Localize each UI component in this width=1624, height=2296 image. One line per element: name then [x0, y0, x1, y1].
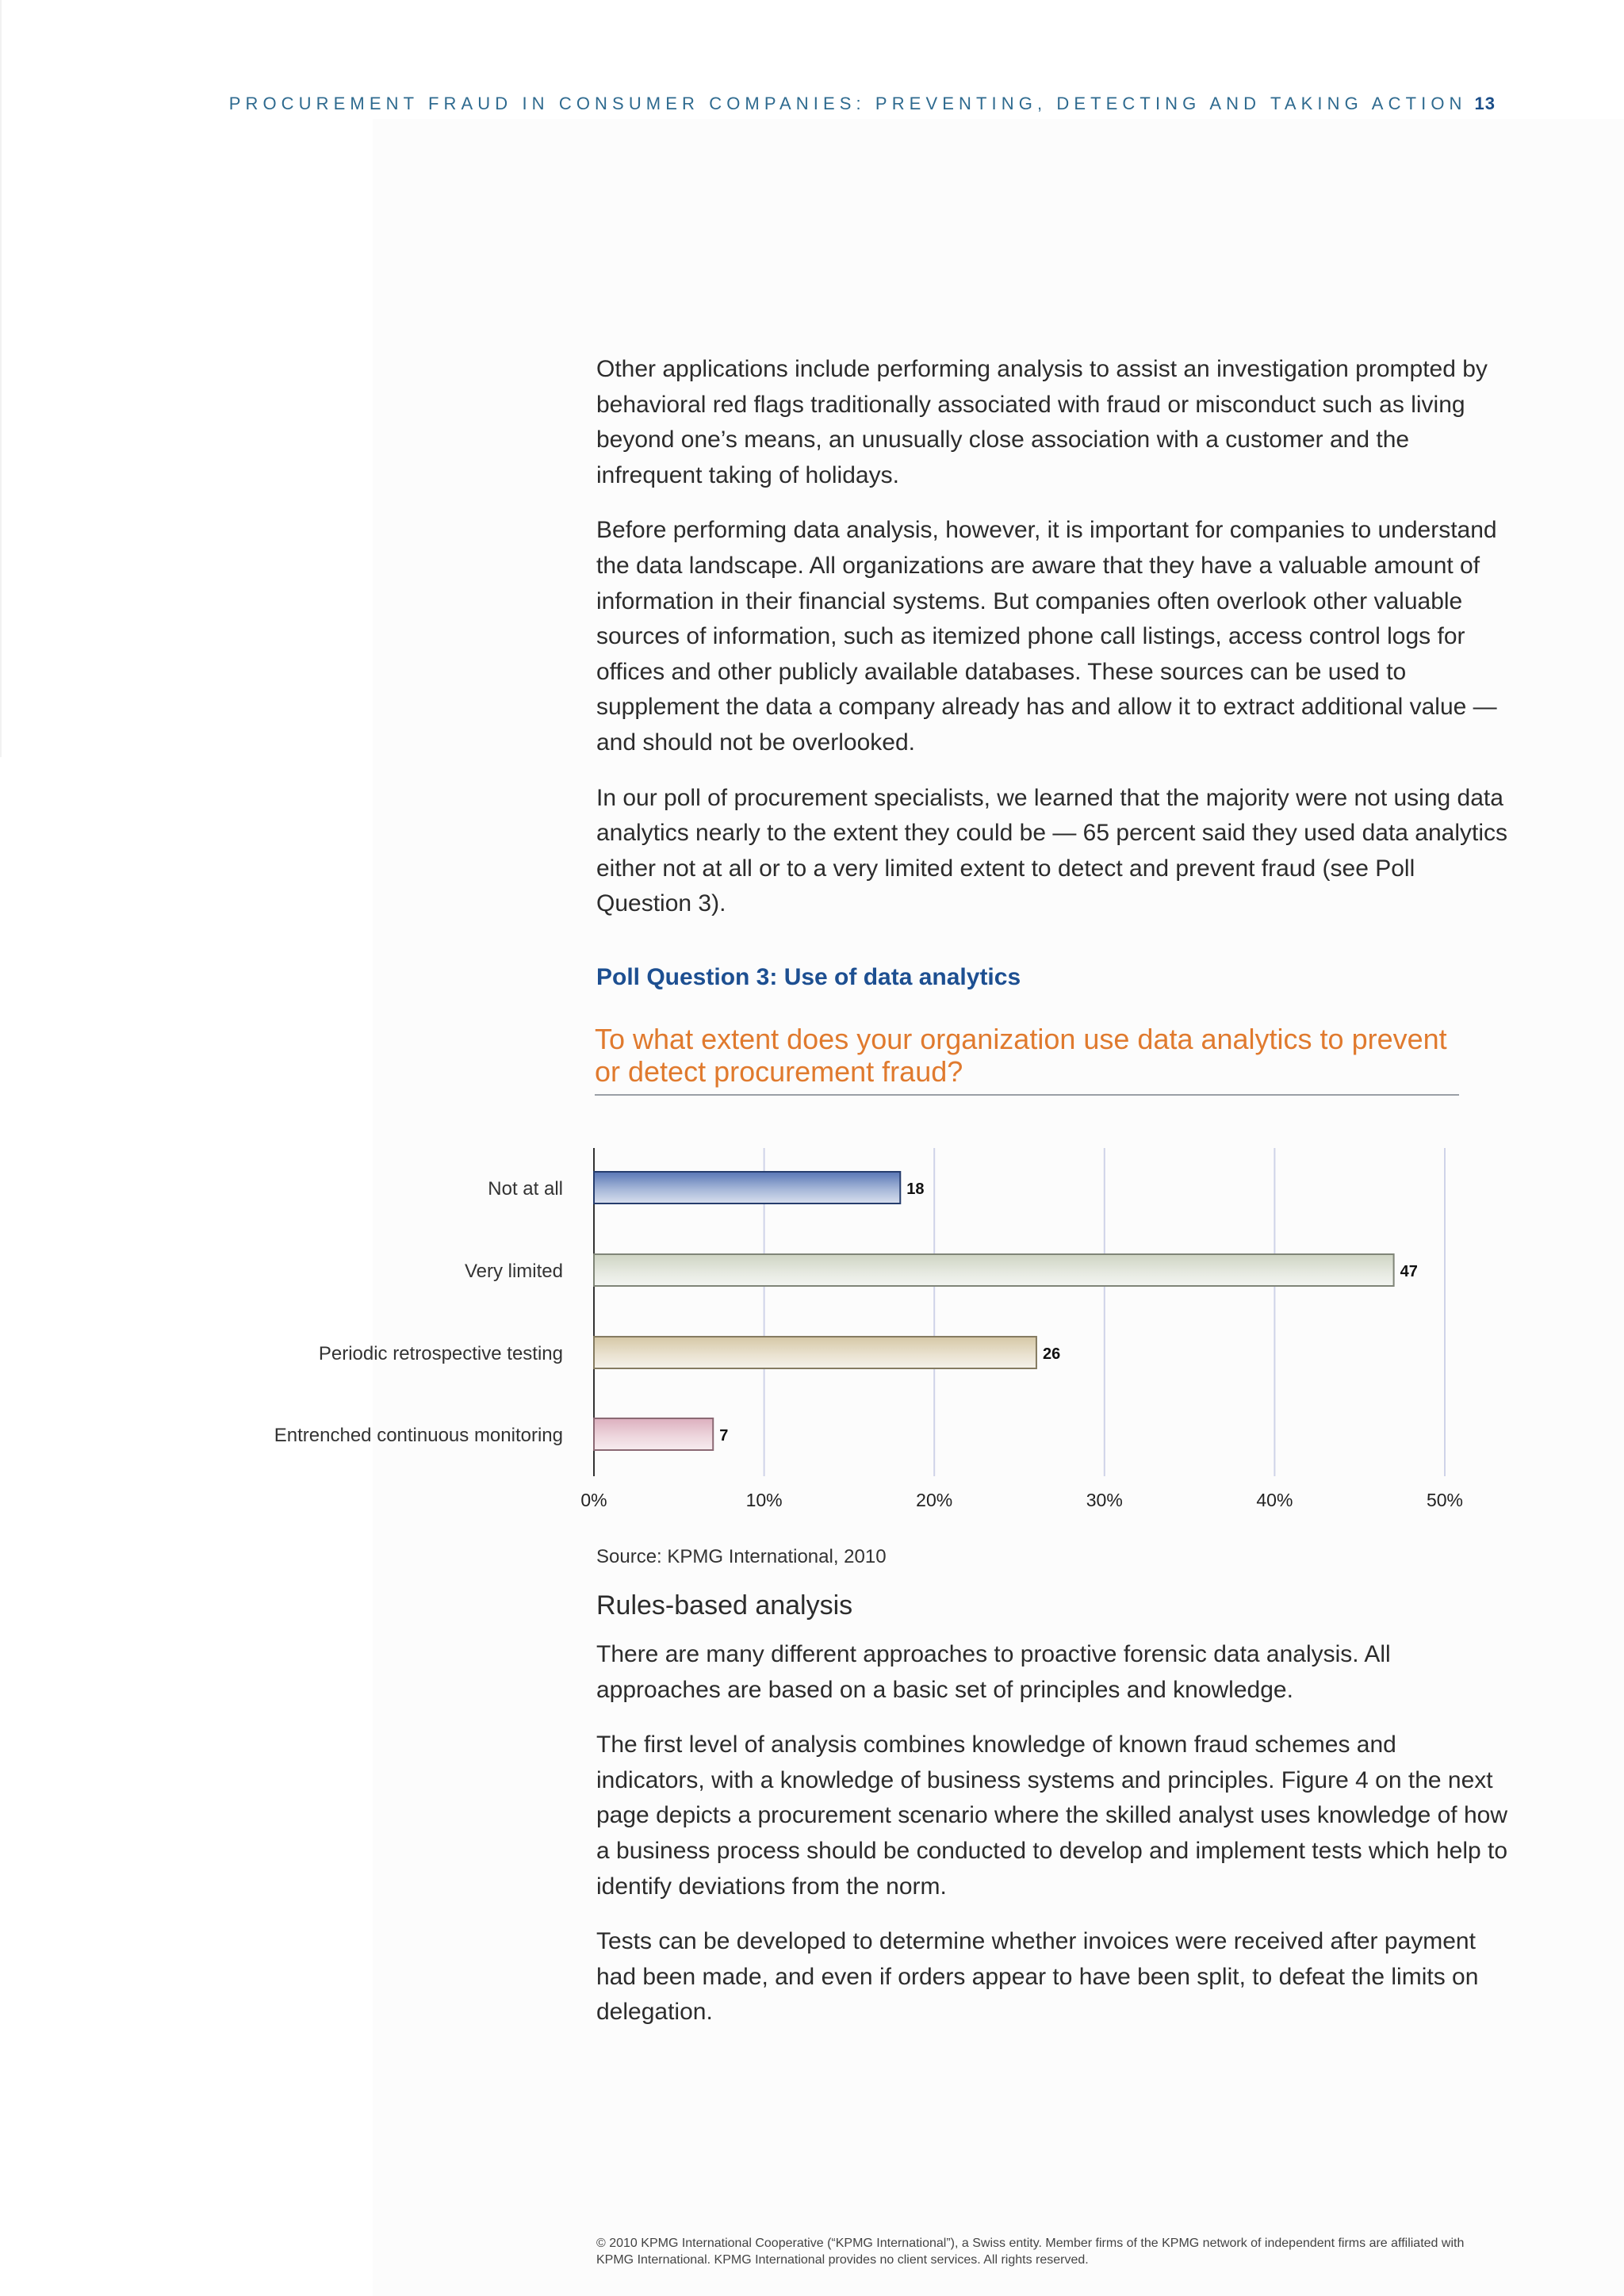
x-tick-label: 20%: [916, 1490, 953, 1510]
x-tick-label: 40%: [1256, 1490, 1293, 1510]
bar-value-label: 47: [1400, 1263, 1418, 1280]
bar-value-label: 7: [719, 1427, 729, 1445]
category-label: Periodic retrospective testing: [318, 1343, 563, 1364]
x-tick-label: 30%: [1086, 1490, 1123, 1510]
copyright-footer: © 2010 KPMG International Cooperative (“KPMG International”), a Swiss entity. Member firms of the KPMG network of independent firms are affiliated with KPMG International. KPMG International provides no client services. All rights reserved.: [596, 2237, 1465, 2267]
page-number: 13: [1474, 94, 1496, 113]
x-tick-label: 10%: [745, 1490, 783, 1510]
bar-value-label: 26: [1042, 1345, 1061, 1363]
intro-text: [596, 352, 1508, 942]
category-label: Not at all: [488, 1178, 563, 1200]
paragraph: In our poll of procurement specialists, we learned that the majority were not using data analytics nearly to the extent they could be — 65 percent said they used data analytics either not at all or to a very limited extent to detect and prevent fraud (see Poll Question 3).: [596, 784, 1508, 917]
bar-value-label: 18: [906, 1181, 925, 1198]
paragraph: There are many different approaches to proactive forensic data analysis. All approaches are based on a basic set of principles and knowledge.: [596, 1641, 1391, 1703]
rules-text: [596, 1637, 1508, 2050]
running-header: [0, 94, 1496, 114]
x-tick-label: 50%: [1426, 1490, 1464, 1510]
paragraph: Tests can be developed to determine whether invoices were received after payment had been made, and even if orders appear to have been split, to defeat the limits on delegation.: [596, 1928, 1479, 2026]
header-title: PROCUREMENT FRAUD IN CONSUMER COMPANIES: PREVENTING, DETECTING AND TAKING ACTION: [228, 94, 1467, 113]
category-label: Very limited: [464, 1261, 563, 1282]
section-heading: Rules-based analysis: [596, 1590, 853, 1621]
category-label: Entrenched continuous monitoring: [274, 1425, 563, 1446]
poll-title: Poll Question 3: Use of data analytics: [596, 964, 1021, 990]
paragraph: Before performing data analysis, however, it is important for companies to understand the data landscape. All organizations are aware that they have a valuable amount of information in their financial systems. But companies often overlook other valuable sources of information, such as itemized phone call listings, access control logs for offices and other publicly available databases. These sources can be used to supplement the data a company already has and allow it to extract additional value — and should not be overlooked.: [596, 517, 1497, 756]
paragraph: The first level of analysis combines knowledge of known fraud schemes and indicators, with a knowledge of business systems and principles. Figure 4 on the next page depicts a procurement scenario where the skilled analyst uses knowledge of how a business process should be conducted to develop and implement tests which help to identify deviations from the norm.: [596, 1732, 1508, 1900]
chart-source: Source: KPMG International, 2010: [596, 1546, 887, 1567]
x-tick-label: 0%: [580, 1490, 607, 1510]
poll-question: To what extent does your organization use data analytics to prevent or detect procurement fraud?: [595, 1023, 1459, 1096]
paragraph: Other applications include performing analysis to assist an investigation prompted by behavioral red flags traditionally associated with fraud or misconduct such as living beyond one’s means, an unusually close association with a customer and the infrequent taking of holidays.: [596, 356, 1488, 488]
